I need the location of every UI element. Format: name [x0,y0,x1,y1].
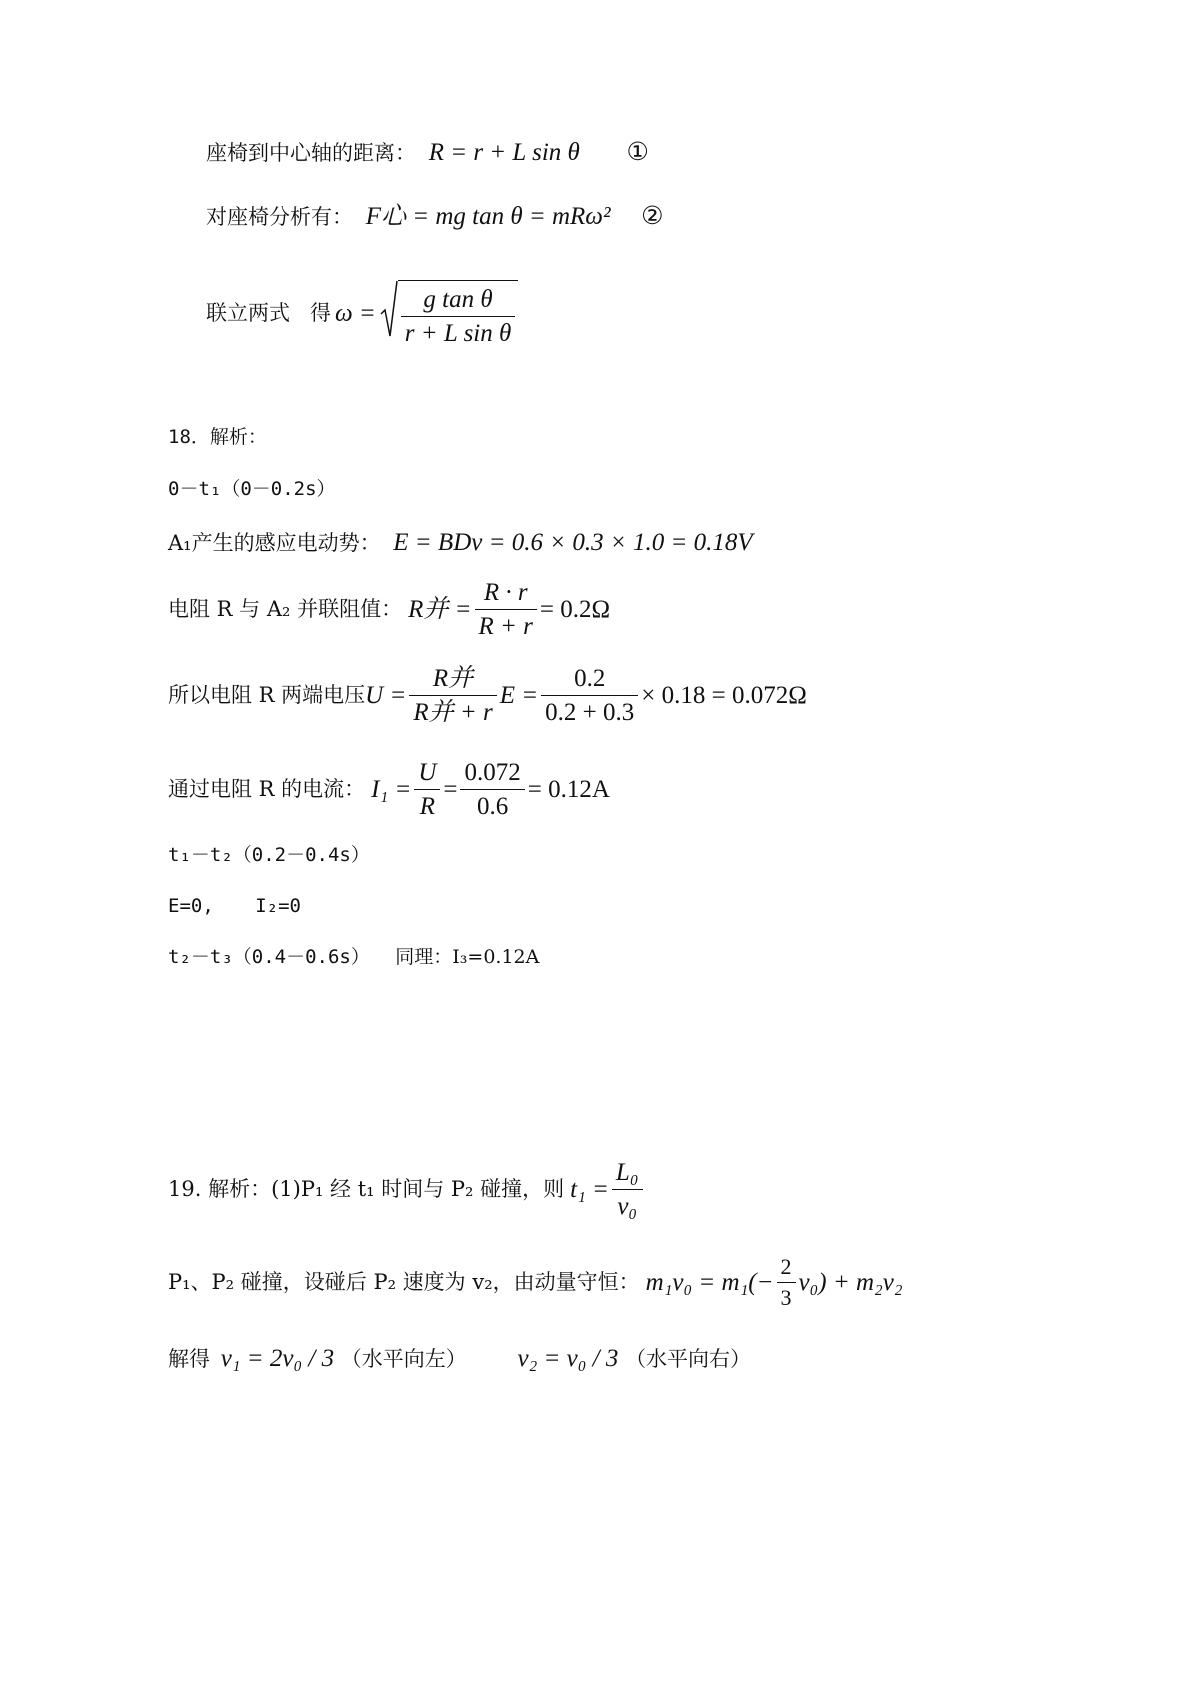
radical-sign-icon [380,280,398,338]
equation-marker-2: ② [641,203,664,230]
v2-direction: （水平向右） [625,1347,752,1371]
emf-line [168,530,753,555]
parallel-resistance-numerator: R · r [475,580,537,610]
v2-formula: v₂ = v₀ / 3 [517,1345,619,1372]
current-lhs: I₁ = [371,776,412,803]
current-numerator-2: 0.072 [460,760,524,790]
current-fraction-2 [460,760,524,819]
seat-distance-formula: R = r + L sin θ [428,139,580,166]
problem-19-text: 19. 解析：(1)P₁ 经 t₁ 时间与 P₂ 碰撞，则 [168,1177,565,1201]
problem-19-heading-line [168,1160,646,1219]
current-line [168,760,610,819]
voltage-fraction-1 [409,666,496,725]
t1-numerator: L₀ [612,1160,643,1190]
interval-t2-t3-text: t₂－t₃（0.4－0.6s） [168,946,370,968]
result-prefix: 得 [310,300,331,325]
parallel-resistance-rhs: = 0.2Ω [539,596,611,623]
current-denominator-1: R [419,793,435,820]
t1-lhs: t₁ = [570,1176,609,1203]
omega-sqrt [380,280,519,346]
current-denominator-2: 0.6 [476,793,509,820]
parallel-resistance-lhs: R并 = [408,596,472,623]
problem-18-heading: 18．解析： [168,426,267,448]
current-fraction-1 [414,760,440,819]
same-reason-text: 同理：I₃=0.12A [395,946,540,968]
seat-force-text: 对座椅分析有： [206,205,353,229]
v1-formula: v₁ = 2v₀ / 3 [220,1345,335,1372]
voltage-line [168,666,807,725]
equation-marker-1: ① [626,139,649,166]
interval-0-t1: 0－t₁（0－0.2s） [168,478,336,500]
velocity-result-line [168,1346,751,1371]
parallel-resistance-fraction [475,580,537,639]
voltage-mid: E = [499,682,539,709]
interval-t2-t3 [168,948,539,967]
momentum-denominator: 3 [780,1285,792,1310]
parallel-resistance-text: 电阻 R 与 A₂ 并联阻值： [168,597,403,621]
current-numerator-1: U [414,760,440,790]
voltage-denominator-1: R并 + r [413,699,493,726]
omega-lhs: ω = [335,299,376,327]
voltage-denominator-2: 0.2 + 0.3 [545,699,635,726]
voltage-rhs: × 0.18 = 0.072Ω [641,682,807,709]
parallel-resistance-line [168,580,610,639]
momentum-line [168,1256,903,1309]
zero-values-line [168,897,301,916]
parallel-resistance-denominator: R + r [478,613,533,640]
voltage-numerator-1: R并 [409,666,496,696]
seat-distance-line [206,140,649,165]
momentum-fraction [777,1256,796,1309]
seat-force-formula: F心 = mg tan θ = mRω² [365,203,611,230]
v1-direction: （水平向左） [340,1347,467,1371]
seat-force-line [206,204,664,229]
current-text: 通过电阻 R 的电流： [168,777,366,801]
combine-text: 联立两式 [206,300,290,325]
voltage-fraction-2 [541,666,638,725]
omega-denominator: r + L sin θ [404,320,512,347]
omega-numerator: g tan θ [401,287,516,317]
interval-t1-t2: t₁－t₂（0.2－0.4s） [168,844,370,866]
current-zero: I₂=0 [255,895,301,917]
solve-text: 解得 [168,1347,210,1371]
t1-denominator: v₀ [617,1193,638,1220]
emf-formula: E = BDv = 0.6 × 0.3 × 1.0 = 0.18V [393,529,753,556]
seat-distance-text: 座椅到中心轴的距离： [206,141,416,165]
momentum-text: P₁、P₂ 碰撞，设碰后 P₂ 速度为 v₂，由动量守恒： [168,1270,640,1294]
emf-zero: E=0, [168,895,214,917]
current-rhs: = 0.12A [527,776,610,803]
momentum-rhs: v₀) + m₂v₂ [798,1269,903,1296]
voltage-lhs: U = [365,682,407,709]
emf-text: A₁产生的感应电动势： [168,531,381,555]
momentum-numerator: 2 [777,1256,796,1283]
voltage-numerator-2: 0.2 [541,666,638,696]
omega-result-line [206,280,518,346]
voltage-text: 所以电阻 R 两端电压 [168,683,366,707]
t1-fraction [612,1160,643,1219]
equals-sign: = [443,776,458,803]
momentum-lhs: m₁v₀ = m₁(− [645,1269,774,1296]
omega-fraction [401,287,516,346]
